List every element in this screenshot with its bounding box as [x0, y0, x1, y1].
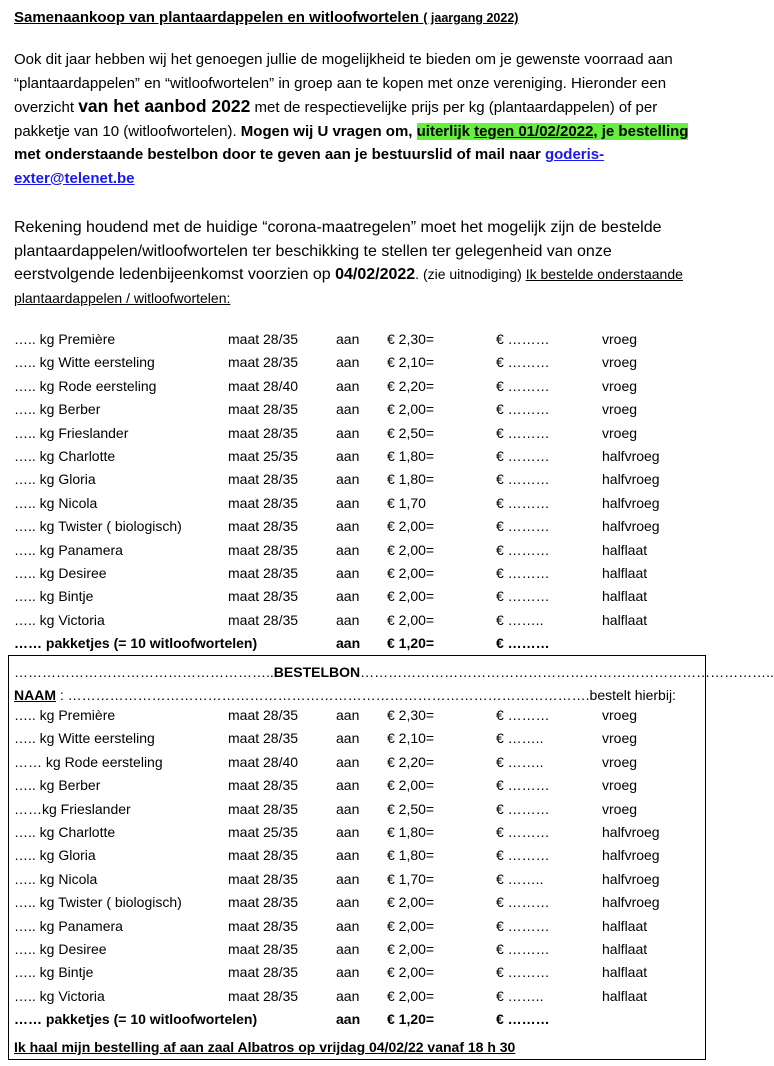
product-size: maat 28/40 [228, 753, 299, 770]
unit-price: € 1,70= [387, 870, 435, 887]
title-main: Samenaankoop van plantaardappelen en witloofwortelen [14, 9, 420, 26]
ripening-time: vroeg [602, 777, 638, 794]
list-item [14, 468, 704, 491]
unit-price: € 1,80= [387, 823, 435, 840]
product-name: ….. kg Charlotte [14, 447, 116, 464]
product-name: ….. kg Berber [14, 401, 101, 418]
product-size: maat 28/35 [228, 331, 299, 347]
total-amount[interactable]: € ……… [496, 964, 550, 981]
price-prefix: aan [336, 471, 360, 488]
price-prefix: aan [336, 331, 360, 347]
price-prefix: aan [336, 800, 360, 817]
product-name[interactable]: ….. kg Nicola [14, 870, 98, 887]
price-prefix: aan [336, 447, 360, 464]
list-item [14, 868, 704, 891]
unit-price: € 2,00= [387, 964, 435, 981]
ripening-time: halfvroeg [602, 471, 660, 488]
ripening-time: halfvroeg [602, 870, 660, 887]
product-name[interactable]: ….. kg Victoria [14, 987, 105, 1004]
product-size: maat 28/35 [228, 870, 299, 887]
total-amount: € ……… [496, 541, 550, 558]
price-prefix: aan [336, 354, 360, 371]
total-amount: € ……… [496, 354, 550, 371]
product-size: maat 28/35 [228, 354, 299, 371]
product-size: maat 28/35 [228, 588, 299, 605]
list-item [14, 492, 704, 515]
price-prefix: aan [336, 635, 361, 652]
list-item [14, 844, 704, 867]
order-form-dots-left: ……………………………………………….. [14, 664, 274, 680]
total-amount[interactable]: € …….. [496, 987, 544, 1004]
total-amount[interactable]: € ……… [496, 894, 550, 911]
product-name: ….. kg Twister ( biologisch) [14, 518, 182, 535]
product-name: ….. kg Gloria [14, 471, 96, 488]
unit-price: € 1,20= [387, 1011, 435, 1028]
list-item [14, 585, 704, 608]
corona-invitation-note: . (zie uitnodiging) [415, 266, 526, 282]
list-item [14, 704, 704, 727]
total-amount[interactable]: € ……… [496, 823, 550, 840]
unit-price: € 2,00= [387, 611, 435, 628]
list-item [14, 774, 704, 797]
order-form-dots-right: …………………………………………………………………………….. [360, 664, 774, 680]
ripening-time: halfvroeg [602, 823, 660, 840]
corona-paragraph [14, 216, 704, 310]
ripening-time: halfvroeg [602, 518, 660, 535]
price-prefix: aan [336, 964, 360, 981]
price-prefix: aan [336, 541, 360, 558]
ripening-time: halfvroeg [602, 894, 660, 911]
total-amount[interactable]: € …….. [496, 730, 544, 747]
price-prefix: aan [336, 494, 360, 511]
total-amount[interactable]: € ……… [496, 800, 550, 817]
product-size: maat 28/35 [228, 800, 299, 817]
ripening-time: vroeg [602, 377, 638, 394]
total-amount[interactable]: € ……… [496, 847, 550, 864]
price-prefix: aan [336, 518, 360, 535]
product-size: maat 28/35 [228, 471, 299, 488]
total-amount: € ……… [496, 588, 550, 605]
unit-price: € 1,20= [387, 635, 435, 652]
unit-price: € 2,00= [387, 894, 435, 911]
product-name[interactable]: ….. kg Berber [14, 777, 101, 794]
total-amount: € ……… [496, 424, 550, 441]
product-name[interactable]: ….. kg Panamera [14, 917, 123, 934]
product-size: maat 28/35 [228, 424, 299, 441]
total-amount: € …….. [496, 611, 544, 628]
order-form-header [14, 664, 774, 680]
price-prefix: aan [336, 870, 360, 887]
unit-price: € 1,80= [387, 447, 435, 464]
product-name: ….. kg Bintje [14, 588, 94, 605]
ripening-time: halfvroeg [602, 847, 660, 864]
ripening-time: vroeg [602, 424, 638, 441]
product-name: ….. kg Première [14, 331, 116, 347]
total-amount[interactable]: € …….. [496, 753, 544, 770]
list-item [14, 798, 704, 821]
total-amount: € ……… [496, 471, 550, 488]
price-prefix: aan [336, 894, 360, 911]
price-prefix: aan [336, 777, 360, 794]
deadline-date: tegen 01/02/2022 [474, 122, 594, 140]
document-title [14, 9, 518, 26]
name-label: NAAM [14, 687, 56, 703]
intro-text-1: Ook dit jaar hebben wij het genoegen jullie de mogelijkheid te bieden om je gewenste voorraad aan “plantaardappelen” en “witloofwortelen” in groep aan te kopen met onze vereniging. Hieronder een overzicht [14, 51, 673, 116]
total-amount: € ……… [496, 564, 550, 581]
product-name[interactable]: ….. kg Charlotte [14, 823, 116, 840]
total-amount: € ……… [496, 377, 550, 394]
unit-price: € 2,00= [387, 518, 435, 535]
intro-request: Mogen wij U vragen om, [240, 122, 417, 140]
total-amount[interactable]: € …….. [496, 870, 544, 887]
deadline-highlight-order: , je bestelling [593, 122, 689, 140]
product-size: maat 28/40 [228, 377, 299, 394]
list-item [14, 821, 704, 844]
unit-price: € 2,00= [387, 541, 435, 558]
product-size: maat 28/35 [228, 777, 299, 794]
unit-price: € 1,80= [387, 471, 435, 488]
price-prefix: aan [336, 424, 360, 441]
ripening-time: halflaat [602, 964, 648, 981]
product-size: maat 28/35 [228, 564, 299, 581]
unit-price: € 2,20= [387, 753, 435, 770]
unit-price: € 2,30= [387, 331, 435, 347]
product-name: ….. kg Nicola [14, 494, 98, 511]
product-size: maat 28/35 [228, 940, 299, 957]
list-item [14, 915, 704, 938]
total-amount: € ……… [496, 447, 550, 464]
order-form-title: BESTELBON [273, 664, 361, 680]
ripening-time: vroeg [602, 401, 638, 418]
pickup-date: 04/02/2022 [335, 266, 416, 283]
price-prefix: aan [336, 940, 360, 957]
product-size: maat 25/35 [228, 447, 299, 464]
list-item [14, 938, 704, 961]
price-prefix: aan [336, 401, 360, 418]
package-name[interactable]: …… pakketjes (= 10 witloofwortelen) [14, 1011, 258, 1028]
product-name: ….. kg Witte eersteling [14, 354, 155, 371]
ripening-time: halfvroeg [602, 447, 660, 464]
product-name: ….. kg Desiree [14, 564, 107, 581]
list-item [14, 375, 704, 398]
email-link[interactable]: goderis-exter@telenet.be [14, 146, 605, 187]
price-prefix: aan [336, 611, 360, 628]
unit-price: € 2,20= [387, 377, 435, 394]
price-prefix: aan [336, 564, 360, 581]
list-item [14, 985, 704, 1008]
unit-price: € 2,00= [387, 588, 435, 605]
total-amount[interactable]: € ……… [496, 777, 550, 794]
price-prefix: aan [336, 753, 360, 770]
price-prefix: aan [336, 377, 360, 394]
list-item [14, 961, 704, 984]
product-size: maat 28/35 [228, 518, 299, 535]
price-prefix: aan [336, 823, 360, 840]
product-name[interactable]: ….. kg Gloria [14, 847, 96, 864]
price-prefix: aan [336, 707, 360, 723]
product-name: ….. kg Victoria [14, 611, 105, 628]
product-size: maat 28/35 [228, 541, 299, 558]
ripening-time: halfvroeg [602, 494, 660, 511]
product-name: ….. kg Frieslander [14, 424, 129, 441]
product-name[interactable]: ….. kg Twister ( biologisch) [14, 894, 182, 911]
price-prefix: aan [336, 730, 360, 747]
unit-price: € 2,00= [387, 564, 435, 581]
package-row [14, 1008, 704, 1031]
product-size: maat 28/35 [228, 847, 299, 864]
unit-price: € 2,00= [387, 401, 435, 418]
name-field[interactable]: : ………………………………………………………………………………………………….bestelt hierbij: [56, 687, 676, 703]
order-list-heading: Ik bestelde onderstaande plantaardappelen / witloofwortelen: [14, 266, 683, 306]
list-item [14, 562, 704, 585]
total-amount: € ……… [496, 331, 550, 347]
ripening-time: vroeg [602, 753, 638, 770]
product-size: maat 25/35 [228, 823, 299, 840]
product-name: ….. kg Rode eersteling [14, 377, 157, 394]
ripening-time: halflaat [602, 611, 648, 628]
product-size: maat 28/35 [228, 707, 299, 723]
unit-price: € 2,00= [387, 987, 435, 1004]
order-form-list [14, 704, 704, 1031]
product-size: maat 28/35 [228, 987, 299, 1004]
ripening-time: vroeg [602, 707, 638, 723]
intro-paragraph [14, 48, 704, 190]
total-amount: € ……… [496, 494, 550, 511]
ripening-time: halflaat [602, 564, 648, 581]
list-item [14, 751, 704, 774]
intro-order-instructions: met onderstaande bestelbon door te geven aan je bestuurslid of mail naar [14, 146, 545, 163]
deadline-highlight-label: uiterlijk [416, 122, 475, 140]
product-size: maat 28/35 [228, 964, 299, 981]
product-size: maat 28/35 [228, 611, 299, 628]
unit-price: € 1,80= [387, 847, 435, 864]
list-item [14, 445, 704, 468]
pickup-notice: Ik haal mijn bestelling af aan zaal Albatros op vrijdag 04/02/22 vanaf 18 h 30 [14, 1039, 516, 1055]
ripening-time: vroeg [602, 800, 638, 817]
offer-list [14, 328, 704, 655]
list-item [14, 515, 704, 538]
ripening-time: halflaat [602, 588, 648, 605]
ripening-time: halflaat [602, 940, 648, 957]
total-amount[interactable]: € ……… [496, 940, 550, 957]
unit-price: € 1,70 [387, 494, 426, 511]
list-item [14, 328, 704, 351]
product-name[interactable]: ….. kg Witte eersteling [14, 730, 155, 747]
product-name[interactable]: …… kg Rode eersteling [14, 753, 163, 770]
total-amount: € ……… [496, 518, 550, 535]
price-prefix: aan [336, 917, 360, 934]
ripening-time: vroeg [602, 730, 638, 747]
total-amount: € ……… [496, 635, 550, 652]
unit-price: € 2,00= [387, 777, 435, 794]
unit-price: € 2,50= [387, 800, 435, 817]
package-name: …… pakketjes (= 10 witloofwortelen) [14, 635, 258, 652]
list-item [14, 351, 704, 374]
price-prefix: aan [336, 847, 360, 864]
product-name[interactable]: ….. kg Bintje [14, 964, 94, 981]
unit-price: € 2,10= [387, 354, 435, 371]
unit-price: € 2,00= [387, 917, 435, 934]
unit-price: € 2,10= [387, 730, 435, 747]
product-size: maat 28/35 [228, 917, 299, 934]
list-item [14, 422, 704, 445]
product-size: maat 28/35 [228, 494, 299, 511]
list-item [14, 539, 704, 562]
product-size: maat 28/35 [228, 894, 299, 911]
intro-offer-heading: van het aanbod 2022 [78, 96, 251, 116]
product-name: ….. kg Panamera [14, 541, 123, 558]
ripening-time: vroeg [602, 331, 638, 347]
product-name[interactable]: ….. kg Desiree [14, 940, 107, 957]
total-amount[interactable]: € ……… [496, 707, 550, 723]
total-amount[interactable]: € ……… [496, 1011, 550, 1028]
product-size: maat 28/35 [228, 730, 299, 747]
unit-price: € 2,00= [387, 940, 435, 957]
ripening-time: halflaat [602, 917, 648, 934]
intro-text-3: met de respectievelijke prijs per kg (plantaardappelen) of per pakketje van 10 (witloofwortelen). [14, 99, 658, 140]
total-amount[interactable]: € ……… [496, 917, 550, 934]
ripening-time: vroeg [602, 354, 638, 371]
list-item [14, 609, 704, 632]
ripening-time: halflaat [602, 987, 648, 1004]
total-amount: € ……… [496, 401, 550, 418]
list-item [14, 398, 704, 421]
product-name[interactable]: ….. kg Première [14, 707, 116, 723]
ripening-time: halflaat [602, 541, 648, 558]
price-prefix: aan [336, 588, 360, 605]
title-year: ( jaargang 2022) [423, 11, 519, 25]
corona-text: Rekening houdend met de huidige “corona-maatregelen” moet het mogelijk zijn de bestelde plantaardappelen/witloofwortelen ter beschikking te stellen ter gelegenheid van onze eerstvolgende ledenbijeenkomst voorzien op [14, 219, 662, 283]
unit-price: € 2,30= [387, 707, 435, 723]
list-item [14, 727, 704, 750]
name-field-line[interactable] [14, 687, 676, 703]
list-item [14, 891, 704, 914]
package-row [14, 632, 704, 655]
price-prefix: aan [336, 987, 360, 1004]
product-size: maat 28/35 [228, 401, 299, 418]
product-name[interactable]: ……kg Frieslander [14, 800, 131, 817]
price-prefix: aan [336, 1011, 361, 1028]
unit-price: € 2,50= [387, 424, 435, 441]
